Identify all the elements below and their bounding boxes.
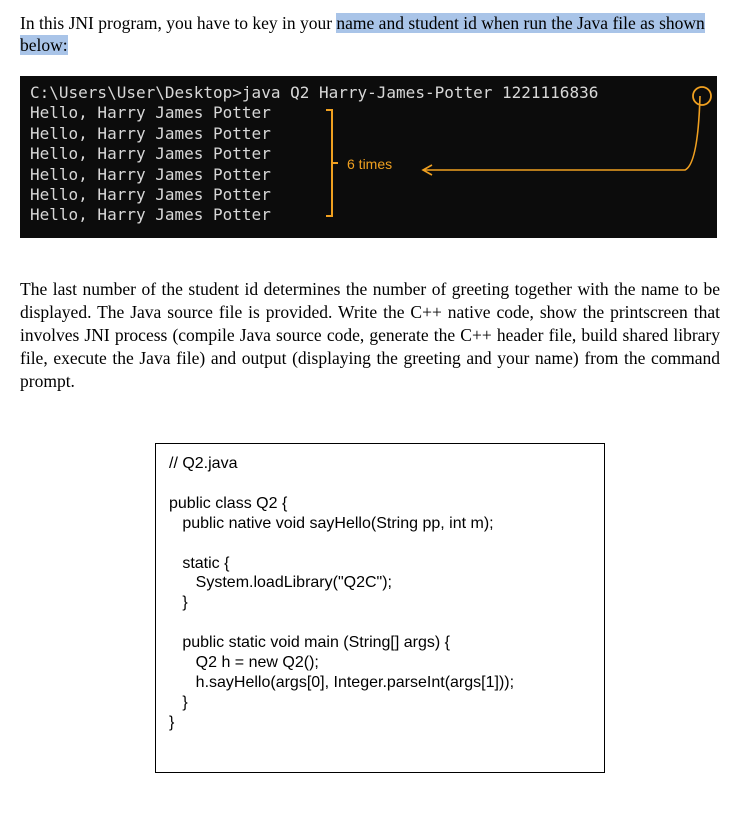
highlight-circle [693, 87, 711, 105]
code-line: h.sayHello(args[0], Integer.parseInt(args[1])); [169, 673, 515, 691]
brace-icon [326, 110, 338, 216]
intro-paragraph [20, 12, 720, 56]
console-output-line: Hello, Harry James Potter [30, 144, 271, 164]
code-line: System.loadLibrary("Q2C"); [169, 574, 392, 592]
console-output-line: Hello, Harry James Potter [30, 164, 271, 184]
console-output-line: Hello, Harry James Potter [30, 123, 271, 143]
console-output-line: Hello, Harry James Potter [30, 103, 271, 123]
instructions-paragraph: The last number of the student id determines the number of greeting together with the name to be displayed. The Java source file is provided. Write the C++ native code, show the printscreen that involves JNI process (compile Java source code, generate the C++ header file, build shared library file, execute the Java file) and output (displaying the greeting and your name) from the command prompt. [20, 279, 720, 391]
code-line: static { [169, 554, 230, 572]
console-output-line: Hello, Harry James Potter [30, 205, 271, 225]
code-line: // Q2.java [169, 455, 238, 472]
code-line: } [169, 713, 175, 731]
intro-highlighted-text: name and student id when run the Java file as shown below: [20, 13, 705, 55]
console-output-line: Hello, Harry James Potter [30, 185, 271, 205]
code-line: public static void main (String[] args) { [169, 634, 450, 652]
arrow-icon [424, 96, 700, 170]
code-line: public class Q2 { [169, 494, 288, 512]
annotation-label: 6 times [347, 156, 393, 172]
annotation-overlay [20, 76, 717, 238]
console-command: C:\Users\User\Desktop>java Q2 Harry-James-Potter 1221116836 [30, 83, 599, 102]
console-screenshot [20, 76, 717, 238]
code-line: Q2 h = new Q2(); [169, 654, 319, 672]
code-line: } [169, 594, 188, 612]
code-listing [169, 454, 514, 733]
code-listing-box [155, 443, 605, 773]
intro-text: In this JNI program, you have to key in your [20, 13, 337, 33]
code-line: } [169, 693, 188, 711]
code-line: public native void sayHello(String pp, int m); [169, 514, 494, 532]
